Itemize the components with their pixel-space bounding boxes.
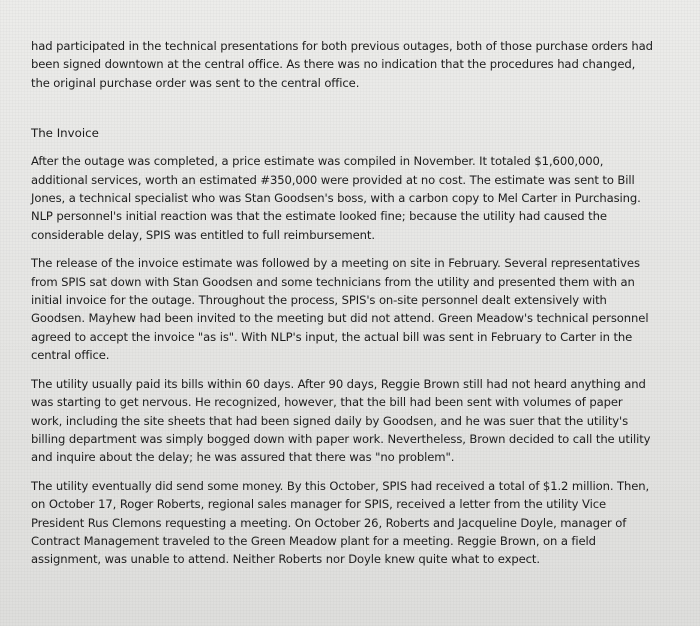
paragraph-estimate: After the outage was completed, a price estimate was compiled in November. It totaled $1,600,000, additional services, worth an estimated #350,000 were provided at no cost. The estimate was sent to Bill Jones, a technical specialist who was Stan Goodsen's boss, with a carbon copy to Mel Carter in Purchasing. NLP personnel's initial reaction was that the estimate looked fine; because the utility had caused the considerable delay, SPIS was entitled to full reimbursement.	[31, 154, 641, 242]
paragraph-october-letter: The utility eventually did send some money. By this October, SPIS had received a total of $1.2 million. Then, on October 17, Roger Roberts, regional sales manager for SPIS, received a letter from the utility Vice President Rus Clemons requesting a meeting. On October 26, Roberts and Jacqueline Doyle, manager of Contract Management traveled to the Green Meadow plant for a meeting. Reggie Brown, on a field assignment, was unable to attend. Neither Roberts nor Doyle knew quite what to expect.	[31, 478, 650, 567]
section-heading: The Invoice	[31, 126, 99, 141]
paragraph-payment-delay: The utility usually paid its bills within 60 days. After 90 days, Reggie Brown still had not heard anything and was starting to get nervous. He recognized, however, that the bill had been sent with volumes of paper work, including the site sheets that had been signed daily by Goodsen, and he was suer that the utility's billing department was simply bogged down with paper work. Nevertheless, Brown decided to call the utility and inquire about the delay; he was assured that there was "no problem".	[31, 376, 651, 465]
paragraph-meeting: The release of the invoice estimate was followed by a meeting on site in February. Several representatives from SPIS sat down with Stan Goodsen and some technicians from the utility and presented them with an initial invoice for the outage. Throughout the process, SPIS's on-site personnel dealt extensively with Goodsen. Mayhew had been invited to the meeting but did not attend. Green Meadow's technical personnel agreed to accept the invoice "as is". With NLP's input, the actual bill was sent in February to Carter in the central office.	[31, 256, 649, 363]
intro-paragraph: had participated in the technical presentations for both previous outages, both of those purchase orders had been signed downtown at the central office. As there was no indication that the procedures had changed, the original purchase order was sent to the central office.	[31, 39, 653, 90]
document-content	[31, 37, 656, 579]
